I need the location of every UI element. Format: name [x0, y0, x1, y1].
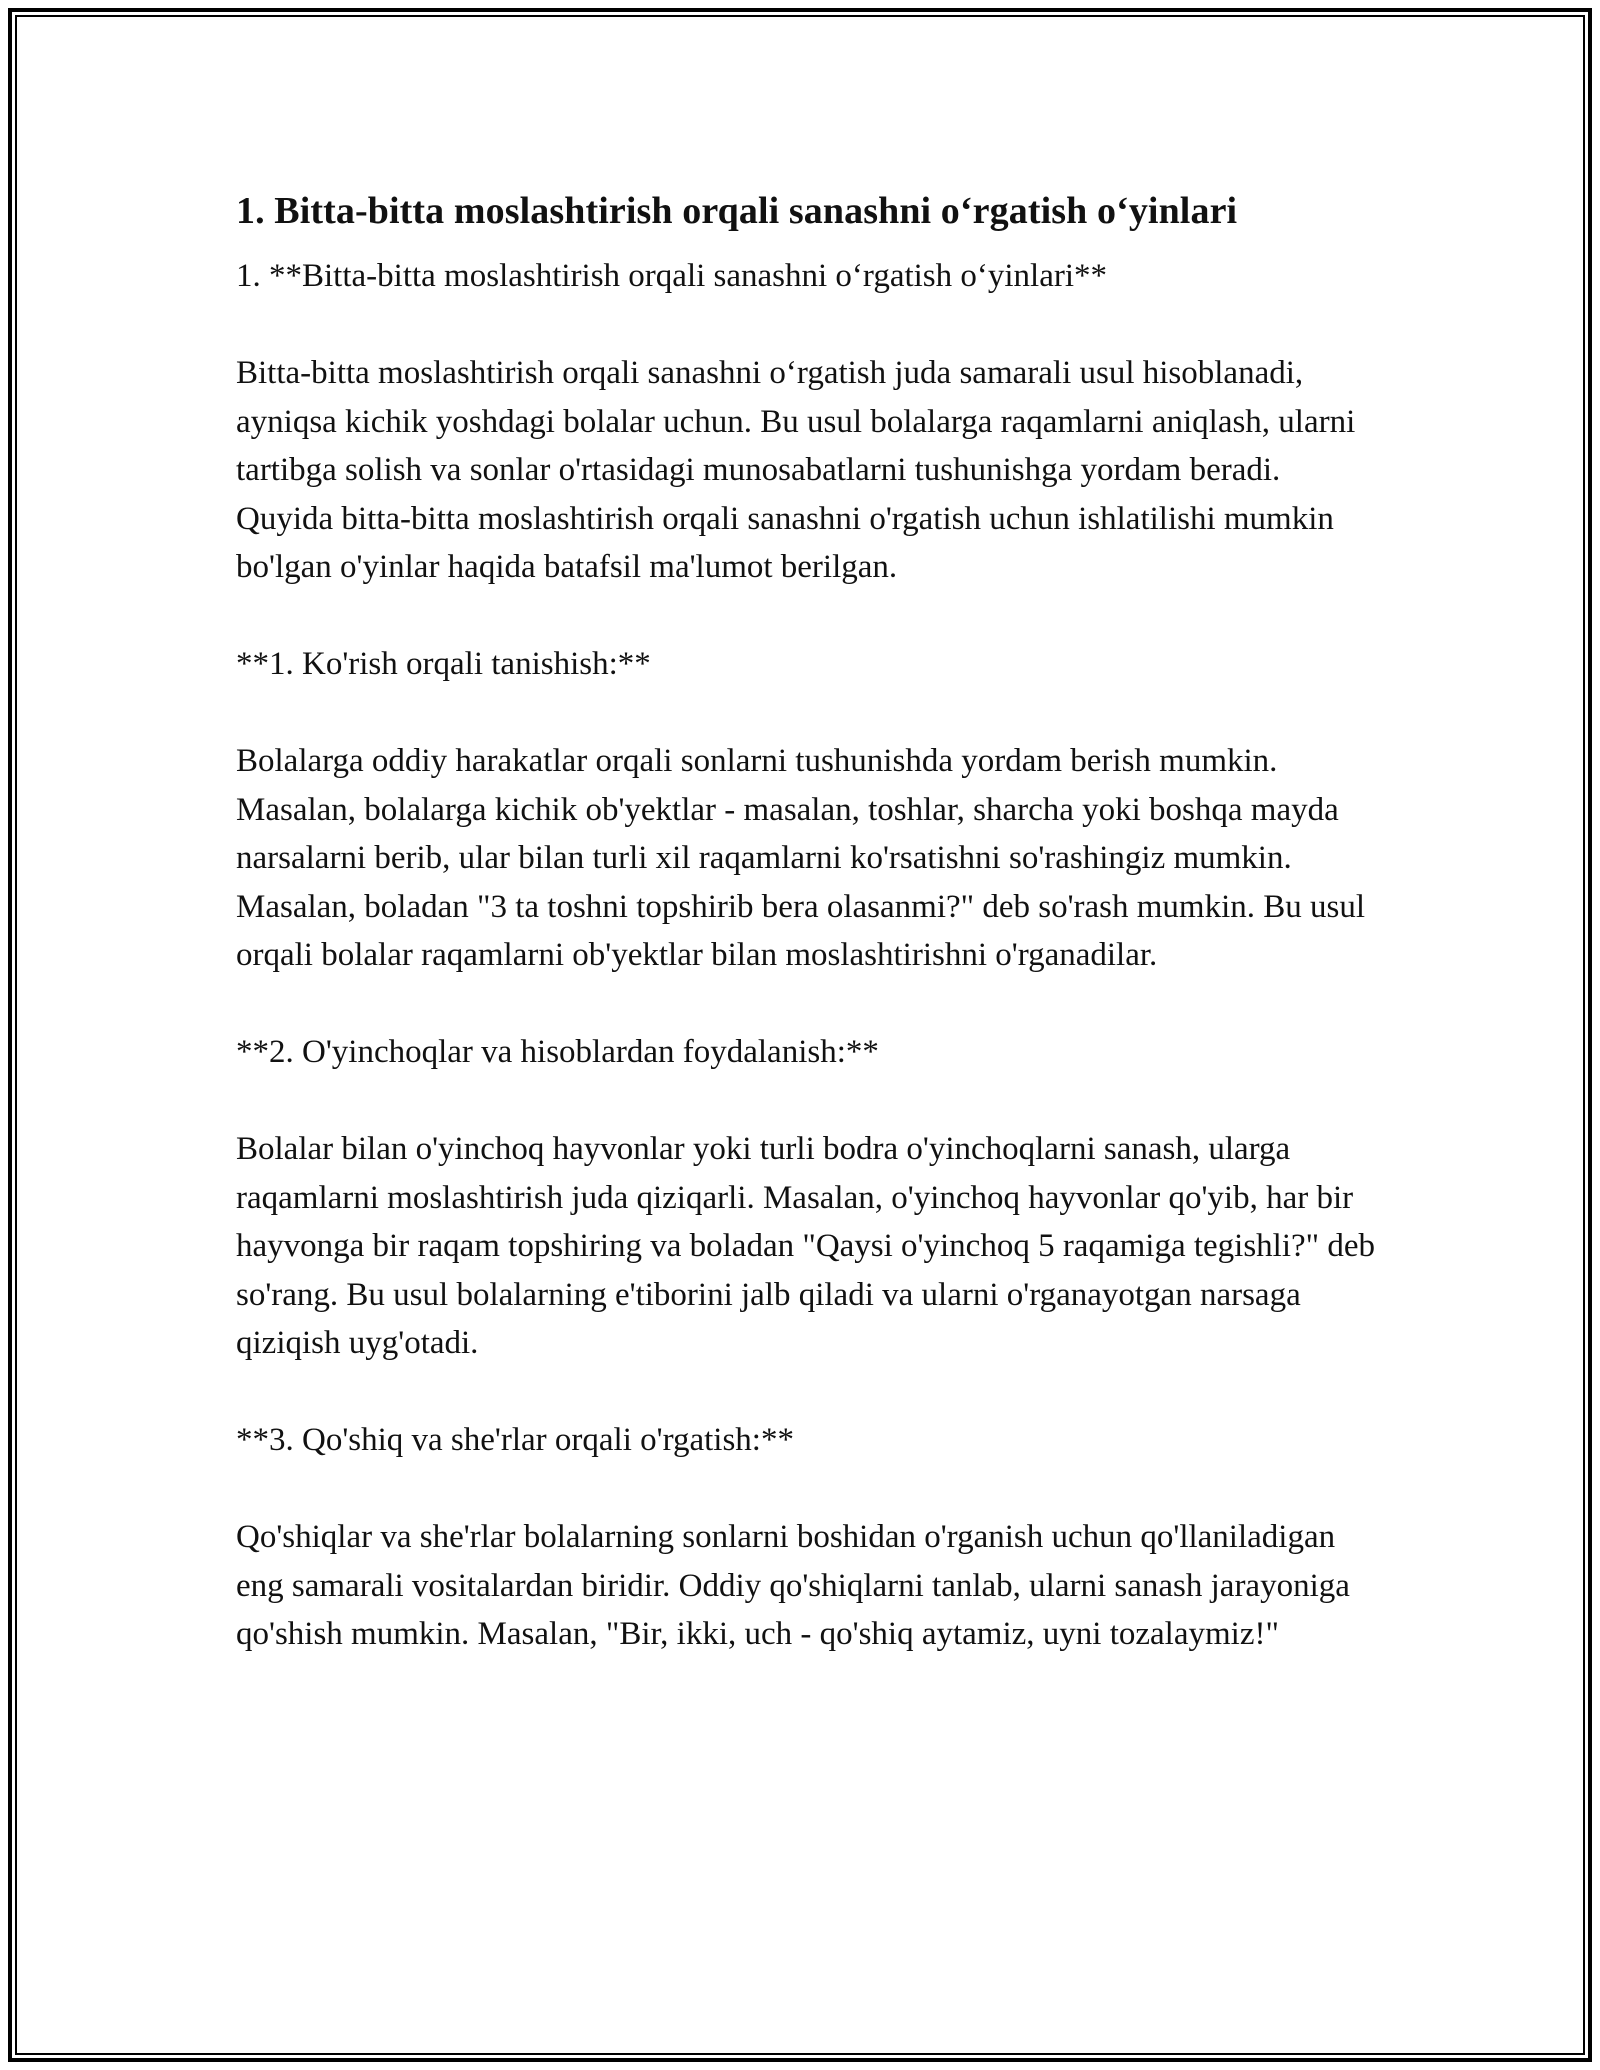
section-body-3: Qo'shiqlar va she'rlar bolalarning sonlarni boshidan o'rganish uchun qo'llaniladigan eng samarali vositalardan biridir. Oddiy qo'shiqlarni tanlab, ularni sanash jarayoniga qo'shish mumkin. Masalan, "Bir, ikki, uch - qo'shiq aytamiz, uyni tozalaymiz!" — [236, 1519, 1350, 1652]
section-body-2: Bolalar bilan o'yinchoq hayvonlar yoki turli bodra o'yinchoqlarni sanash, ularga raqamlarni moslashtirish juda qiziqarli. Masalan, o'yinchoq hayvonlar qo'yib, har bir hayvonga bir raqam topshiring va boladan "Qaysi o'yinchoq 5 raqamiga tegishli?" deb so'rang. Bu usul bolalarning e'tiborini jalb qiladi va ularni o'rganayotgan narsaga qiziqish uyg'otadi. — [236, 1131, 1376, 1361]
document-subtitle: 1. **Bitta-bitta moslashtirish orqali sanashni o‘rgatish o‘yinlari** — [236, 258, 1108, 294]
section-heading-3: **3. Qo'shiq va she'rlar orqali o'rgatish:** — [236, 1422, 794, 1458]
document-body — [236, 186, 1376, 1659]
document-title: 1. Bitta-bitta moslashtirish orqali sanashni o‘rgatish o‘yinlari — [236, 190, 1238, 232]
intro-paragraph: Bitta-bitta moslashtirish orqali sanashni o‘rgatish juda samarali usul hisoblanadi, ayniqsa kichik yoshdagi bolalar uchun. Bu usul bolalarga raqamlarni aniqlash, ularni tartibga solish va sonlar o'rtasidagi munosabatlarni tushunishga yordam beradi. Quyida bitta-bitta moslashtirish orqali sanashni o'rgatish uchun ishlatilishi mumkin bo'lgan o'yinlar haqida batafsil ma'lumot berilgan. — [236, 355, 1356, 585]
section-body-1: Bolalarga oddiy harakatlar orqali sonlarni tushunishda yordam berish mumkin. Masalan, bolalarga kichik ob'yektlar - masalan, toshlar, sharcha yoki boshqa mayda narsalarni berib, ular bilan turli xil raqamlarni ko'rsatishni so'rashingiz mumkin. Masalan, boladan "3 ta toshni topshirib bera olasanmi?" deb so'rash mumkin. Bu usul orqali bolalar raqamlarni ob'yektlar bilan moslashtirishni o'rganadilar. — [236, 743, 1366, 973]
section-heading-1: **1. Ko'rish orqali tanishish:** — [236, 646, 651, 682]
section-heading-2: **2. O'yinchoqlar va hisoblardan foydalanish:** — [236, 1034, 879, 1070]
